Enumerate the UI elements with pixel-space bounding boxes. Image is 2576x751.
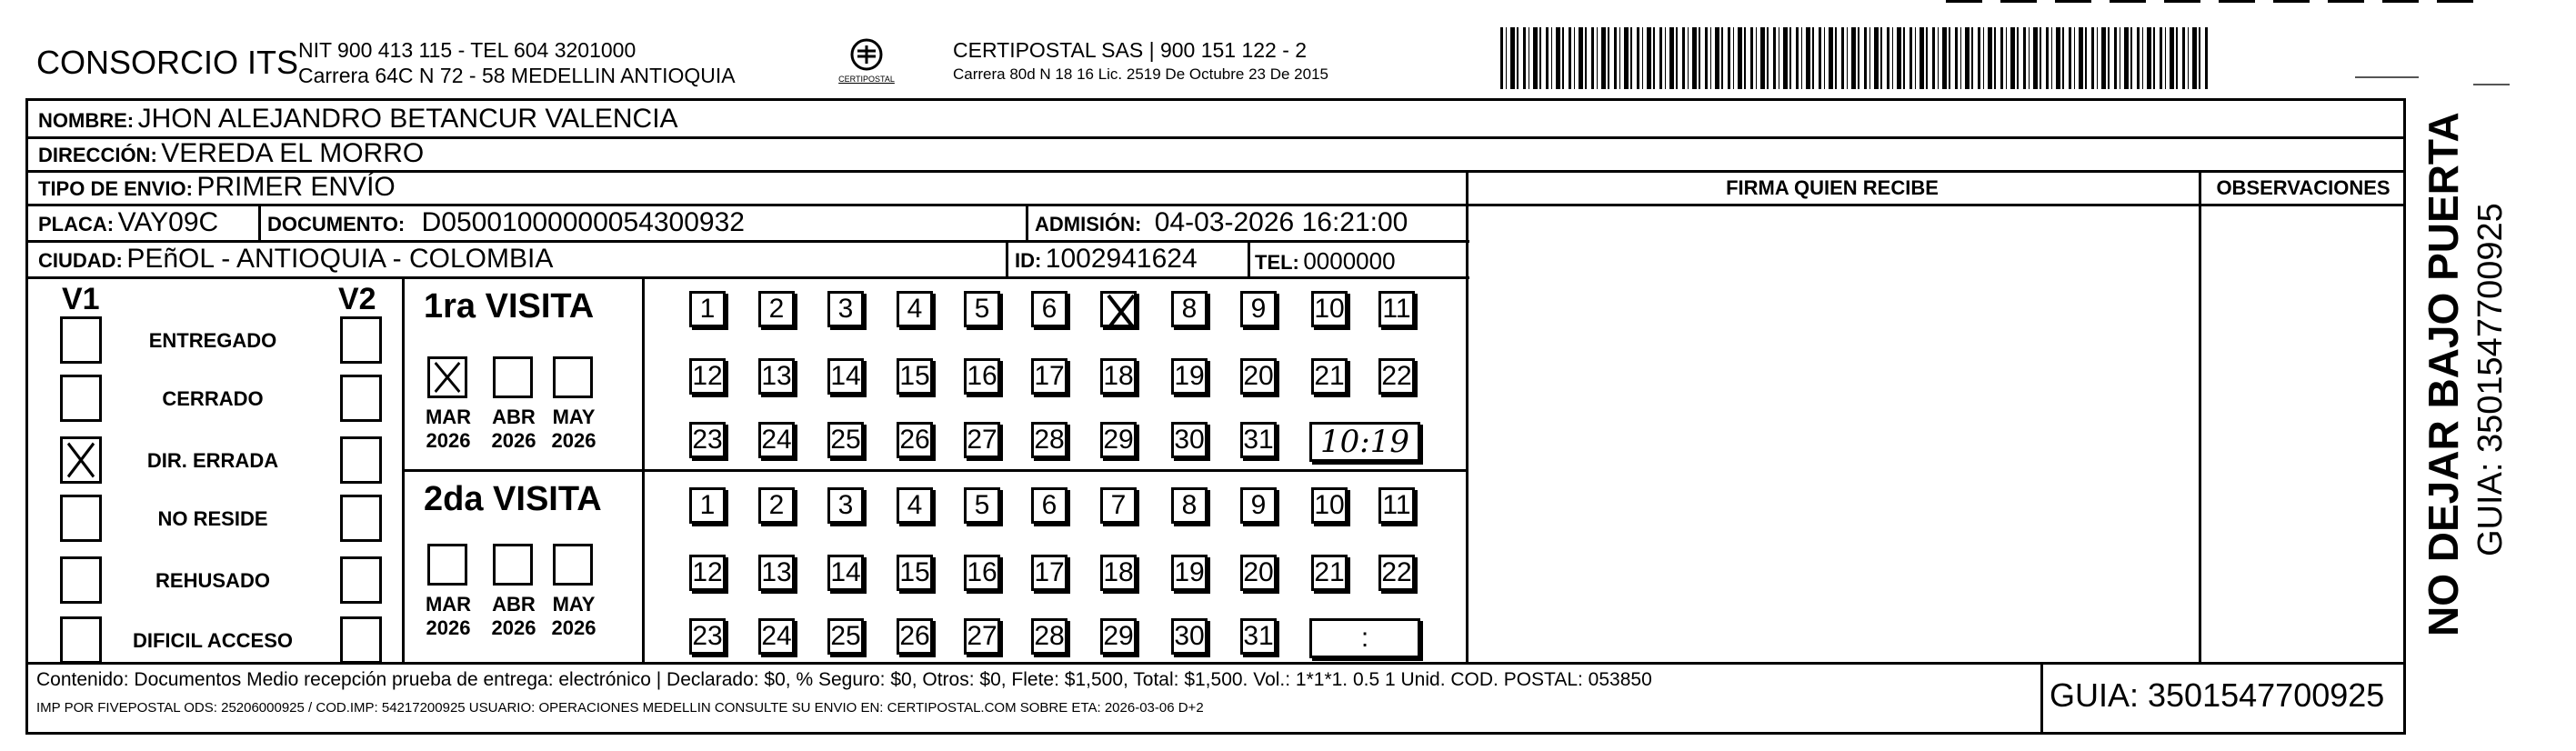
day-box[interactable] bbox=[897, 555, 933, 591]
tel-field bbox=[1255, 247, 1396, 275]
day-number: 7 bbox=[1110, 490, 1127, 520]
day-number: 2 bbox=[768, 294, 785, 324]
admision-value: 04-03-2026 16:21:00 bbox=[1154, 207, 1408, 237]
signature-area[interactable] bbox=[1468, 206, 2199, 662]
v2-checkbox[interactable] bbox=[340, 375, 382, 422]
day-box[interactable] bbox=[689, 618, 726, 655]
day-box[interactable] bbox=[1031, 422, 1067, 458]
v1-checkbox[interactable] bbox=[60, 495, 102, 542]
day-box[interactable] bbox=[1240, 487, 1277, 524]
side-guia: GUIA: 3501547700925 bbox=[2471, 203, 2510, 556]
day-number: 20 bbox=[1243, 361, 1274, 391]
day-number: 4 bbox=[907, 294, 923, 324]
month-year: 2026 bbox=[491, 616, 536, 639]
month-checkbox[interactable] bbox=[493, 544, 533, 586]
firma-header: FIRMA QUIEN RECIBE bbox=[1726, 176, 1939, 199]
day-number: 18 bbox=[1103, 361, 1134, 391]
tipo-row bbox=[38, 172, 396, 203]
day-box[interactable] bbox=[1100, 422, 1137, 458]
day-box[interactable] bbox=[1031, 358, 1067, 395]
placa-value: VAY09C bbox=[117, 207, 219, 237]
day-box[interactable] bbox=[827, 291, 864, 327]
placa-field bbox=[38, 207, 218, 238]
day-box[interactable] bbox=[758, 555, 795, 591]
month-year: 2026 bbox=[426, 429, 471, 452]
tel-label: TEL: bbox=[1255, 251, 1299, 274]
documento-value: D05001000000054300932 bbox=[421, 207, 745, 237]
day-number: 9 bbox=[1250, 490, 1267, 520]
day-number: 1 bbox=[699, 294, 716, 324]
day-number: 31 bbox=[1243, 425, 1274, 455]
day-number: 4 bbox=[907, 490, 923, 520]
day-number: 2 bbox=[768, 490, 785, 520]
day-box[interactable] bbox=[1100, 358, 1137, 395]
day-number: 25 bbox=[830, 425, 861, 455]
reason-label: REHUSADO bbox=[155, 569, 270, 592]
v2-checkbox[interactable] bbox=[340, 616, 382, 664]
day-number: 28 bbox=[1034, 621, 1065, 651]
day-box[interactable] bbox=[897, 358, 933, 395]
direccion-row bbox=[38, 138, 424, 169]
day-number: 17 bbox=[1034, 557, 1065, 587]
reason-label: CERRADO bbox=[162, 387, 264, 410]
reason-label: NO RESIDE bbox=[157, 507, 268, 530]
month-year: 2026 bbox=[551, 616, 596, 639]
observations-area[interactable] bbox=[2201, 206, 2406, 662]
nit-line: NIT 900 413 115 - TEL 604 3201000 bbox=[298, 38, 636, 62]
logo-text: CERTIPOSTAL bbox=[838, 75, 895, 84]
time-box[interactable] bbox=[1309, 618, 1420, 658]
tipo-label: TIPO DE ENVIO: bbox=[38, 177, 193, 200]
day-box[interactable] bbox=[1378, 358, 1415, 395]
day-box[interactable] bbox=[758, 422, 795, 458]
day-number: 31 bbox=[1243, 621, 1274, 651]
divider bbox=[1006, 242, 1008, 276]
day-number: 13 bbox=[761, 361, 792, 391]
day-box[interactable] bbox=[827, 555, 864, 591]
day-number: 18 bbox=[1103, 557, 1134, 587]
day-number: 19 bbox=[1174, 361, 1205, 391]
v1-checkbox[interactable] bbox=[60, 375, 102, 422]
day-box[interactable] bbox=[1100, 487, 1137, 524]
day-number: 11 bbox=[1382, 490, 1411, 520]
day-box[interactable] bbox=[1031, 487, 1067, 524]
day-number: 23 bbox=[692, 621, 723, 651]
address-line: Carrera 64C N 72 - 58 MEDELLIN ANTIOQUIA bbox=[298, 64, 736, 87]
divider bbox=[1248, 242, 1250, 276]
documento-field bbox=[267, 207, 745, 238]
day-box[interactable] bbox=[1031, 291, 1067, 327]
day-box[interactable] bbox=[758, 487, 795, 524]
day-number: 22 bbox=[1381, 361, 1412, 391]
v2-checkbox[interactable] bbox=[340, 495, 382, 542]
day-number: 19 bbox=[1174, 557, 1205, 587]
day-number: 15 bbox=[899, 557, 930, 587]
month-checkbox[interactable] bbox=[427, 356, 467, 398]
day-box[interactable] bbox=[897, 487, 933, 524]
day-number: 30 bbox=[1174, 621, 1205, 651]
day-box[interactable] bbox=[897, 422, 933, 458]
day-number: 3 bbox=[837, 294, 854, 324]
admision-field bbox=[1035, 207, 1408, 238]
day-box[interactable] bbox=[1311, 358, 1348, 395]
day-box[interactable] bbox=[1171, 291, 1208, 327]
day-box[interactable] bbox=[1171, 422, 1208, 458]
day-number: 6 bbox=[1041, 294, 1057, 324]
day-box[interactable] bbox=[1171, 555, 1208, 591]
visit2-title: 2da VISITA bbox=[424, 480, 602, 518]
month-year: 2026 bbox=[491, 429, 536, 452]
day-box[interactable] bbox=[689, 487, 726, 524]
day-number: 25 bbox=[830, 621, 861, 651]
footer-imp: IMP POR FIVEPOSTAL ODS: 25206000925 / COD.IMP: 54217200925 USUARIO: OPERACIONES MEDELLIN CONSULTE SU ENVIO EN: CERTIPOSTAL.COM SOBRE ETA: 2026-03-06 D+2 bbox=[36, 700, 1204, 716]
day-box[interactable] bbox=[1171, 358, 1208, 395]
day-number: 10 bbox=[1314, 294, 1345, 324]
month-checkbox[interactable] bbox=[553, 544, 593, 586]
day-box[interactable] bbox=[827, 422, 864, 458]
tipo-value: PRIMER ENVÍO bbox=[196, 172, 396, 202]
day-number: 30 bbox=[1174, 425, 1205, 455]
footer-contenido: Contenido: Documentos Medio recepción prueba de entrega: electrónico | Declarado: $0, % Seguro: $0, Otros: $0, Flete: $1,500, Total: $1,500. Vol.: 1*1*1. 0.5 1 Unid. COD. POSTAL: 053850 bbox=[36, 669, 1652, 690]
certipostal-logo bbox=[835, 36, 898, 89]
divider bbox=[258, 205, 261, 240]
day-number: 24 bbox=[761, 621, 792, 651]
divider bbox=[25, 276, 1469, 279]
day-number: 8 bbox=[1181, 490, 1198, 520]
day-box[interactable] bbox=[964, 291, 1000, 327]
day-number: 13 bbox=[761, 557, 792, 587]
tel-value: 0000000 bbox=[1303, 247, 1396, 275]
day-box[interactable] bbox=[827, 487, 864, 524]
v1-checkbox[interactable] bbox=[60, 436, 102, 484]
day-number: 11 bbox=[1382, 294, 1411, 324]
day-box[interactable] bbox=[758, 618, 795, 655]
month-label: ABR bbox=[492, 406, 536, 428]
month-checkbox[interactable] bbox=[553, 356, 593, 398]
day-box[interactable] bbox=[964, 487, 1000, 524]
nombre-label: NOMBRE: bbox=[38, 109, 135, 132]
day-box[interactable] bbox=[689, 358, 726, 395]
visit1-title: 1ra VISITA bbox=[424, 287, 595, 325]
ciudad-value: PEñOL - ANTIOQUIA - COLOMBIA bbox=[126, 244, 554, 274]
day-number: 16 bbox=[967, 557, 997, 587]
month-year: 2026 bbox=[551, 429, 596, 452]
day-box[interactable] bbox=[1031, 555, 1067, 591]
day-number: 21 bbox=[1314, 557, 1345, 587]
v2-header: V2 bbox=[338, 282, 376, 316]
month-label: MAR bbox=[425, 406, 472, 428]
day-number: 8 bbox=[1181, 294, 1198, 324]
month-label: MAR bbox=[425, 593, 472, 616]
day-number: 27 bbox=[967, 425, 997, 455]
v2-checkbox[interactable] bbox=[340, 316, 382, 364]
divider bbox=[25, 662, 2406, 665]
divider bbox=[25, 240, 1469, 243]
day-number: 3 bbox=[837, 490, 854, 520]
divider bbox=[25, 204, 1469, 206]
time-value: 10:19 bbox=[1320, 424, 1409, 460]
day-number: 6 bbox=[1041, 490, 1057, 520]
time-value: : bbox=[1360, 623, 1369, 653]
day-box[interactable] bbox=[1171, 618, 1208, 655]
reason-label: DIR. ERRADA bbox=[146, 449, 279, 472]
day-box[interactable] bbox=[1378, 555, 1415, 591]
day-number: 28 bbox=[1034, 425, 1065, 455]
nombre-row bbox=[38, 104, 678, 135]
scan-artifact bbox=[2355, 76, 2419, 78]
day-number: 5 bbox=[974, 490, 990, 520]
scan-artifact bbox=[1946, 0, 2491, 3]
scan-artifact bbox=[2473, 84, 2510, 85]
v2-checkbox[interactable] bbox=[340, 556, 382, 604]
day-number: 14 bbox=[830, 361, 861, 391]
v1-checkbox[interactable] bbox=[60, 316, 102, 364]
reason-label: ENTREGADO bbox=[148, 329, 277, 352]
month-label: MAY bbox=[552, 593, 596, 616]
day-number: 22 bbox=[1381, 557, 1412, 587]
nombre-value: JHON ALEJANDRO BETANCUR VALENCIA bbox=[137, 104, 678, 134]
day-box[interactable] bbox=[827, 618, 864, 655]
id-field bbox=[1015, 244, 1198, 275]
day-number: 29 bbox=[1103, 621, 1134, 651]
day-number: 23 bbox=[692, 425, 723, 455]
id-label: ID: bbox=[1015, 249, 1042, 272]
month-checkbox[interactable] bbox=[493, 356, 533, 398]
certipostal-line2: Carrera 80d N 18 16 Lic. 2519 De Octubre 23 De 2015 bbox=[953, 65, 1328, 83]
v1-checkbox[interactable] bbox=[60, 556, 102, 604]
day-number: 5 bbox=[974, 294, 990, 324]
day-number: 17 bbox=[1034, 361, 1065, 391]
reason-label: DIFICIL ACCESO bbox=[132, 629, 293, 652]
day-number: 15 bbox=[899, 361, 930, 391]
id-value: 1002941624 bbox=[1045, 244, 1198, 274]
day-box[interactable] bbox=[1311, 291, 1348, 327]
day-box[interactable] bbox=[689, 422, 726, 458]
day-box[interactable] bbox=[1100, 555, 1137, 591]
documento-label: DOCUMENTO: bbox=[267, 213, 406, 235]
day-box[interactable] bbox=[1031, 618, 1067, 655]
day-box[interactable] bbox=[1311, 487, 1348, 524]
divider bbox=[402, 469, 1466, 472]
divider bbox=[2040, 664, 2043, 735]
day-box[interactable] bbox=[1378, 291, 1415, 327]
day-box[interactable] bbox=[1240, 291, 1277, 327]
v2-checkbox[interactable] bbox=[340, 436, 382, 484]
day-box[interactable] bbox=[1100, 618, 1137, 655]
day-box[interactable] bbox=[964, 618, 1000, 655]
no-dejar-warning: NO DEJAR BAJO PUERTA bbox=[2420, 112, 2467, 636]
month-checkbox[interactable] bbox=[427, 544, 467, 586]
day-number: 12 bbox=[692, 361, 723, 391]
day-box[interactable] bbox=[1171, 487, 1208, 524]
day-box[interactable] bbox=[758, 291, 795, 327]
company-name: CONSORCIO ITS bbox=[36, 44, 299, 81]
ciudad-label: CIUDAD: bbox=[38, 249, 123, 272]
v1-checkbox[interactable] bbox=[60, 616, 102, 664]
divider bbox=[1026, 205, 1028, 240]
day-box[interactable] bbox=[964, 422, 1000, 458]
ciudad-field bbox=[38, 244, 553, 275]
day-box[interactable] bbox=[1240, 422, 1277, 458]
day-number: 21 bbox=[1314, 361, 1345, 391]
direccion-label: DIRECCIÓN: bbox=[38, 144, 157, 166]
day-box[interactable] bbox=[1240, 618, 1277, 655]
day-number: 29 bbox=[1103, 425, 1134, 455]
time-box[interactable] bbox=[1309, 422, 1420, 462]
barcode bbox=[1500, 27, 2210, 89]
month-label: MAY bbox=[552, 406, 596, 428]
day-number: 27 bbox=[967, 621, 997, 651]
divider bbox=[642, 278, 645, 662]
day-box[interactable] bbox=[758, 358, 795, 395]
day-box[interactable] bbox=[1100, 291, 1137, 327]
v1-header: V1 bbox=[62, 282, 100, 316]
day-number: 24 bbox=[761, 425, 792, 455]
day-number: 14 bbox=[830, 557, 861, 587]
day-number: 1 bbox=[699, 490, 716, 520]
day-mark-x bbox=[1103, 294, 1134, 325]
day-box[interactable] bbox=[1378, 487, 1415, 524]
day-number: 9 bbox=[1250, 294, 1267, 324]
admision-label: ADMISIÓN: bbox=[1035, 213, 1142, 235]
day-box[interactable] bbox=[1311, 555, 1348, 591]
day-box[interactable] bbox=[1240, 555, 1277, 591]
day-number: 26 bbox=[899, 425, 930, 455]
day-box[interactable] bbox=[897, 618, 933, 655]
observaciones-header: OBSERVACIONES bbox=[2216, 176, 2391, 199]
certipostal-line1: CERTIPOSTAL SAS | 900 151 122 - 2 bbox=[953, 38, 1308, 62]
placa-label: PLACA: bbox=[38, 213, 115, 235]
day-box[interactable] bbox=[964, 555, 1000, 591]
day-box[interactable] bbox=[1240, 358, 1277, 395]
month-label: ABR bbox=[492, 593, 536, 616]
day-number: 20 bbox=[1243, 557, 1274, 587]
day-box[interactable] bbox=[689, 555, 726, 591]
month-year: 2026 bbox=[426, 616, 471, 639]
footer-guia: GUIA: 3501547700925 bbox=[2050, 676, 2385, 714]
day-number: 26 bbox=[899, 621, 930, 651]
day-box[interactable] bbox=[689, 291, 726, 327]
day-number: 12 bbox=[692, 557, 723, 587]
direccion-value: VEREDA EL MORRO bbox=[161, 138, 425, 168]
day-number: 16 bbox=[967, 361, 997, 391]
day-box[interactable] bbox=[827, 358, 864, 395]
day-box[interactable] bbox=[897, 291, 933, 327]
day-box[interactable] bbox=[964, 358, 1000, 395]
day-number: 10 bbox=[1314, 490, 1345, 520]
